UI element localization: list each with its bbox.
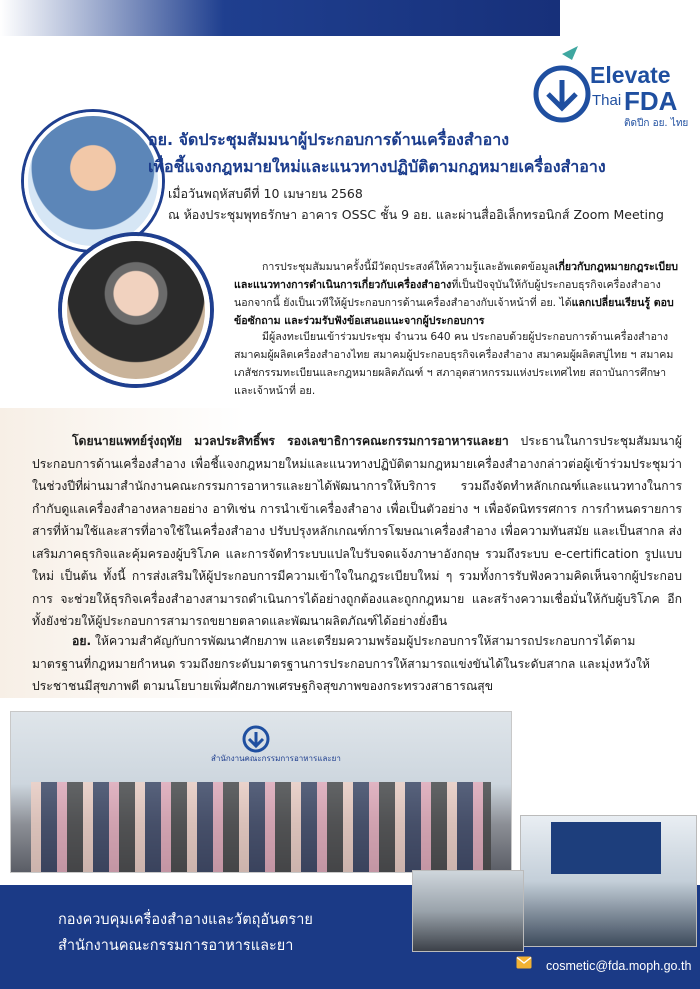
- event-date: เมื่อวันพฤหัสบดีที่ 10 เมษายน 2568: [168, 186, 363, 201]
- top-banner-stripe: [0, 0, 560, 36]
- body-text-1: ประธานในการประชุมสัมมนาผู้ประกอบการด้านเครื่องสำอาง เพื่อชี้แจงกฎหมายใหม่และแนวทางปฏิบัติตามกฎหมายเครื่องสำอางกล่าวต่อผู้เข้าร่วมประชุมว่า ในช่วงปีที่ผ่านมาสำนักงานคณะกรรมการอาหารและยาได้พัฒนาการให้บริการ รวมถึงจัดทำหลักเกณฑ์และแนวทางในการกำกับดูแลเครื่องสำอางหลายอย่าง อาทิเช่น การนำเข้าเครื่องสำอาง เพื่อเป็นตัวอย่าง ฯ เพื่อจัดนิทรรศการ การกำหนดรายการสารที่ห้ามใช้และสารที่อาจใช้ในเครื่องสำอาง ปรับปรุงหลักเกณฑ์การโฆษณาเครื่องสำอาง เพื่อความทันสมัย และเป็นสากล ส่งเสริมภาคธุรกิจและคุ้มครองผู้บริโภค และการจัดทำระบบแปลใบรับจดแจ้งภาษาอังกฤษ รวมถึงระบบ e-certification รูปแบบใหม่ เป็นต้น ทั้งนี้ การส่งเสริมให้ผู้ประกอบการมีความเข้าใจในกฎระเบียบใหม่ ๆ รวมทั้งการรับฟังความคิดเห็นจากผู้ประกอบการ จะช่วยให้ธุรกิจเครื่องสำอางสามารถดำเนินการได้อย่างถูกต้องและถูกกฎหมาย และสร้างความเชื่อมั่นให้กับผู้บริโภค อีกทั้งยังช่วยให้ผู้ประกอบการสามารถขยายตลาดและพัฒนาผลิตภัณฑ์ได้อย่างยั่งยืน: [32, 434, 682, 628]
- attendance-paragraph: มีผู้ลงทะเบียนเข้าร่วมประชุม จำนวน 640 คน ประกอบด้วยผู้ประกอบการด้านเครื่องสำอาง สมาคมผู้ผลิตเครื่องสำอางไทย สมาคมผู้ประกอบธุรกิจเครื่องสำอาง สมาคมผู้ผลิตสบู่ไทย ฯ สมาคมเภสัชกรรมทะเบียนและกฎหมายผลิตภัณฑ์ ฯ สภาอุตสาหกรรมแห่งประเทศไทย สถาบันการศึกษา และเจ้าหน้าที่ อย.: [234, 331, 674, 397]
- event-venue: ณ ห้องประชุมพุทธรักษา อาคาร OSSC ชั้น 9 อย. และผ่านสื่ออิเล็กทรอนิกส์ Zoom Meeting: [168, 207, 664, 222]
- top-banner: [0, 0, 700, 44]
- logo-word-thai: Thai: [592, 92, 622, 109]
- intro-bold-d: แลกเปลี่ยนเรียนรู้ ตอบข้อซักถาม และร่วมรับฟังข้อเสนอแนะจากผู้ประกอบการ: [234, 297, 674, 327]
- elevate-thai-fda-logo: [532, 46, 692, 136]
- presentation-screen: [551, 822, 661, 874]
- footer-division: กองควบคุมเครื่องสำอางและวัตถุอันตราย: [58, 912, 313, 928]
- logo-tagline: ติดปีก อย. ไทย: [624, 118, 689, 129]
- body-paragraph-1: [32, 430, 682, 633]
- logo-word-elevate: Elevate: [590, 62, 671, 88]
- fda-emblem-icon: [532, 46, 602, 136]
- title-line-2: เพื่อชี้แจงกฎหมายใหม่และแนวทางปฏิบัติตามกฎหมายเครื่องสำอาง: [148, 157, 606, 176]
- body-lead-1: โดยนายแพทย์รุ่งฤทัย มวลประสิทธิ์พร รองเลขาธิการคณะกรรมการอาหารและยา: [72, 434, 509, 448]
- meeting-room-photo: [412, 870, 524, 952]
- group-photo: [10, 711, 512, 873]
- page-title: [148, 126, 688, 180]
- group-photo-sign: สำนักงานคณะกรรมการอาหารและยา: [211, 754, 341, 763]
- body-text-2: ให้ความสำคัญกับการพัฒนาศักยภาพ และเตรียมความพร้อมผู้ประกอบการให้สามารถประกอบการได้ตามมาตรฐานที่กฎหมายกำหนด รวมถึงยกระดับมาตรฐานการประกอบการให้สามารถแข่งขันได้ในระดับสากล และมุ่งหวังให้ประชาชนมีสุขภาพดี ตามนโยบายเพิ่มศักยภาพเศรษฐกิจสุขภาพของกระทรวงสาธารณสุข: [32, 634, 650, 693]
- intro-bold-b: เกี่ยวกับกฎหมายกฎระเบียบ และแนวทางการดำเนินการเกี่ยวกับเครื่องสำอาง: [234, 261, 679, 291]
- intro-text-a: การประชุมสัมมนาครั้งนี้มีวัตถุประสงค์ให้ความรู้และอัพเดตข้อมูล: [262, 261, 555, 273]
- contact-email[interactable]: cosmetic@fda.moph.go.th: [546, 959, 692, 973]
- body-lead-2: อย.: [72, 634, 92, 648]
- body-paragraph-2: [32, 630, 682, 698]
- footer-agency: สำนักงานคณะกรรมการอาหารและยา: [58, 938, 294, 954]
- group-photo-people: [31, 782, 491, 872]
- logo-word-fda: FDA: [624, 86, 678, 116]
- fda-emblem-icon: [241, 724, 271, 754]
- screen-photo: [520, 815, 697, 947]
- intro-text-c: ที่เป็นปัจจุบันให้กับผู้ประกอบธุรกิจเครื่องสำอาง นอกจากนี้ ยังเป็นเวทีให้ผู้ประกอบการด้านเครื่องสำอางกับเจ้าหน้าที่ อย. ได้: [234, 279, 661, 309]
- mail-icon: [516, 956, 532, 969]
- presenter-photo-man: [24, 112, 162, 250]
- title-line-1: อย. จัดประชุมสัมมนาผู้ประกอบการด้านเครื่องสำอาง: [148, 130, 510, 149]
- intro-paragraph: [234, 258, 684, 330]
- presenter-photo-woman: [62, 236, 210, 384]
